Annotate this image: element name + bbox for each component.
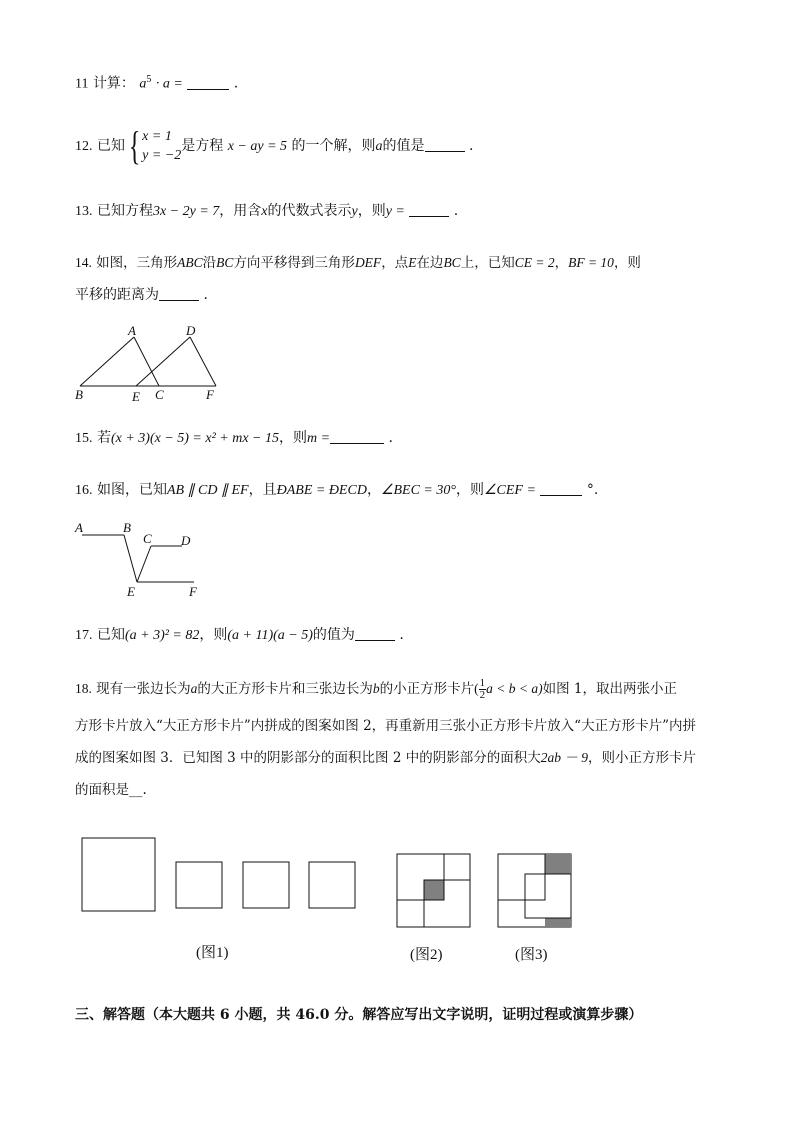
text-segment: 现有一张边长为 bbox=[96, 681, 191, 697]
question-mid: 是方程 bbox=[181, 138, 224, 154]
question-prefix: 已知方程 bbox=[96, 203, 153, 219]
fraction-denominator: 2 bbox=[479, 689, 486, 701]
end-punct: . bbox=[453, 203, 459, 219]
answer-blank[interactable] bbox=[187, 75, 229, 90]
end-punct: . bbox=[203, 287, 208, 303]
text-segment: ， bbox=[554, 255, 569, 271]
label-d: D bbox=[181, 533, 191, 548]
text-segment: ，且 bbox=[248, 482, 277, 498]
brace-icon: { bbox=[128, 123, 141, 168]
question-16 bbox=[75, 480, 598, 501]
text-segment: 方形卡片放入“大正方形卡片”内拼成的图案如图 2，再重新用三张小正方形卡片放入“大正方形卡片”内拼 bbox=[75, 718, 696, 734]
expression: (a + 11)(a − 5) bbox=[227, 628, 313, 643]
text-segment: 平移的距离为 bbox=[75, 287, 159, 303]
question-number: 17. bbox=[75, 628, 93, 643]
equation: 3x − 2y = 7 bbox=[152, 204, 220, 219]
label-f: F bbox=[189, 584, 197, 599]
fraction-numerator: 1 bbox=[479, 677, 486, 689]
equation: x − ay = 5 bbox=[227, 139, 288, 154]
question-number: 18. bbox=[75, 681, 92, 696]
given-equation: (a + 3)² = 82 bbox=[124, 628, 200, 643]
question-number: 11 bbox=[75, 76, 89, 92]
small-square-2 bbox=[243, 862, 289, 908]
answer-blank[interactable] bbox=[355, 626, 395, 641]
segment-df bbox=[190, 337, 216, 386]
end-punct: . bbox=[468, 138, 474, 154]
question-14-line-1 bbox=[75, 253, 641, 273]
given-ce: CE = 2 bbox=[514, 255, 555, 270]
question-number: 13. bbox=[75, 204, 93, 219]
question-prefix: 已知 bbox=[96, 138, 125, 154]
caption-fig3: (图3) bbox=[515, 947, 548, 963]
caption-fig1: (图1) bbox=[196, 945, 229, 961]
end-punct: . bbox=[233, 75, 239, 92]
end-punct: . bbox=[399, 627, 404, 643]
area-difference: 2ab － 9 bbox=[540, 750, 588, 765]
text-segment: 的面积是__. bbox=[75, 782, 147, 798]
label-c: C bbox=[143, 531, 152, 546]
question-mid: ，用含 bbox=[219, 203, 262, 219]
question-number: 15. bbox=[75, 431, 93, 446]
y-equals: y = bbox=[385, 204, 405, 219]
text-segment: 方向平移得到三角形 bbox=[233, 255, 355, 271]
segment-bc: BC bbox=[443, 255, 461, 270]
text-segment: ，则小正方形卡片 bbox=[587, 750, 696, 766]
answer-blank[interactable] bbox=[425, 137, 465, 152]
question-18-line-2 bbox=[75, 716, 696, 736]
question-mid2: 的代数式表示 bbox=[267, 203, 352, 219]
end-punct: . bbox=[388, 430, 393, 446]
answer-blank[interactable] bbox=[540, 481, 582, 496]
angle-bec: ∠BEC = 30° bbox=[380, 483, 456, 498]
text-segment: 如图 1，取出两张小正 bbox=[542, 681, 678, 697]
text-segment: ，则 bbox=[613, 255, 641, 271]
text-segment: 如图，三角形 bbox=[96, 255, 178, 271]
figure-triangle-translation bbox=[74, 322, 224, 404]
text-segment: 如图，已知 bbox=[96, 482, 167, 498]
label-d: D bbox=[186, 323, 196, 338]
question-number: 16. bbox=[75, 483, 93, 498]
text-segment: ，点 bbox=[381, 255, 409, 271]
variable-a: a bbox=[190, 681, 198, 696]
text-segment: 成的图案如图 3．已知图 3 中的阴影部分的面积比图 2 中的阴影部分的面积大 bbox=[75, 750, 541, 766]
shaded-overlap-fig2 bbox=[424, 880, 444, 900]
expression: (x + 3)(x − 5) = x² + mx − 15 bbox=[110, 431, 280, 446]
small-square-1 bbox=[176, 862, 222, 908]
label-b: B bbox=[75, 387, 83, 402]
question-17 bbox=[75, 625, 404, 646]
text-segment: ，则 bbox=[455, 482, 484, 498]
question-text: 计算： bbox=[92, 75, 135, 92]
variable-b: b bbox=[372, 681, 380, 696]
caption-fig2: (图2) bbox=[410, 947, 443, 963]
question-12 bbox=[75, 123, 474, 168]
section-heading: 三、解答题（本大题共 6 小题，共 46.0 分。解答应写出文字说明，证明过程或演算步骤） bbox=[75, 1007, 643, 1023]
triangle-def: DEF bbox=[354, 255, 382, 270]
expr-exponent: 5 bbox=[146, 74, 152, 85]
condition-open: ( bbox=[474, 681, 479, 696]
m-equals: m = bbox=[307, 431, 331, 446]
small-square-3 bbox=[309, 862, 355, 908]
figure-squares bbox=[0, 830, 794, 920]
expr-rest: · a = bbox=[155, 76, 183, 92]
segment-be bbox=[124, 535, 137, 582]
question-14-line-2 bbox=[75, 285, 208, 305]
label-e: E bbox=[127, 584, 135, 599]
end-punct: °. bbox=[586, 482, 599, 498]
label-b: B bbox=[123, 520, 131, 535]
question-11 bbox=[75, 70, 238, 95]
text-segment: 若 bbox=[96, 430, 111, 446]
answer-blank[interactable] bbox=[330, 429, 384, 444]
text-segment: ，则 bbox=[199, 627, 228, 643]
answer-blank[interactable] bbox=[409, 202, 449, 217]
angle-equality: ĐABE = ĐECD bbox=[276, 483, 367, 498]
small-square-middle-fig3 bbox=[525, 874, 571, 918]
question-mid3: ，则 bbox=[357, 203, 386, 219]
variable-x: x bbox=[261, 204, 268, 219]
label-e: E bbox=[132, 389, 140, 404]
small-square-top-left-fig3 bbox=[498, 854, 545, 900]
label-c: C bbox=[155, 387, 164, 402]
segment-ec bbox=[137, 546, 151, 582]
text-segment: ，则 bbox=[279, 430, 308, 446]
text-segment: 上，已知 bbox=[460, 255, 515, 271]
question-18-line-3 bbox=[75, 748, 696, 768]
label-a: A bbox=[75, 520, 83, 535]
question-18-line-1 bbox=[75, 678, 677, 701]
text-segment: 在边 bbox=[416, 255, 444, 271]
condition-inequality: a < b < a) bbox=[486, 681, 543, 696]
label-f: F bbox=[206, 387, 214, 402]
answer-blank[interactable] bbox=[159, 286, 199, 301]
segment-ed bbox=[136, 337, 190, 386]
question-number: 12. bbox=[75, 139, 93, 154]
text-segment: 的小正方形卡片 bbox=[379, 681, 475, 697]
text-segment: 的大正方形卡片和三张边长为 bbox=[197, 681, 373, 697]
system-row-2: y = −2 bbox=[142, 148, 182, 163]
label-a: A bbox=[128, 323, 136, 338]
variable: a bbox=[375, 139, 383, 154]
question-15 bbox=[75, 428, 393, 449]
question-suffix: 的值是 bbox=[382, 138, 425, 154]
shaded-top-right-fig3 bbox=[545, 854, 571, 874]
system-row-1: x = 1 bbox=[142, 129, 172, 144]
expr-base: a bbox=[139, 76, 147, 92]
segment-bc: BC bbox=[216, 255, 234, 270]
figure-parallel-lines bbox=[74, 518, 204, 600]
point-e: E bbox=[408, 255, 417, 270]
variable-y: y bbox=[351, 204, 358, 219]
segment-ba bbox=[80, 337, 134, 386]
text-segment: 沿 bbox=[202, 255, 217, 271]
question-13 bbox=[75, 201, 458, 222]
given-bf: BF = 10 bbox=[568, 255, 614, 270]
equation-system bbox=[125, 123, 182, 168]
question-mid2: 的一个解，则 bbox=[291, 138, 376, 154]
triangle-abc: ABC bbox=[177, 255, 203, 270]
question-18-line-4 bbox=[75, 780, 147, 800]
text-segment: 的值为 bbox=[312, 627, 355, 643]
text-segment: ， bbox=[366, 482, 381, 498]
question-number: 14. bbox=[75, 255, 92, 270]
big-square-fig1 bbox=[82, 838, 155, 911]
parallel-lines: AB ∥ CD ∥ EF bbox=[166, 483, 249, 498]
text-segment: 已知 bbox=[96, 627, 125, 643]
angle-cef: ∠CEF = bbox=[483, 483, 536, 498]
shaded-bottom-right-fig3 bbox=[545, 918, 571, 927]
segment-ac bbox=[134, 337, 159, 386]
